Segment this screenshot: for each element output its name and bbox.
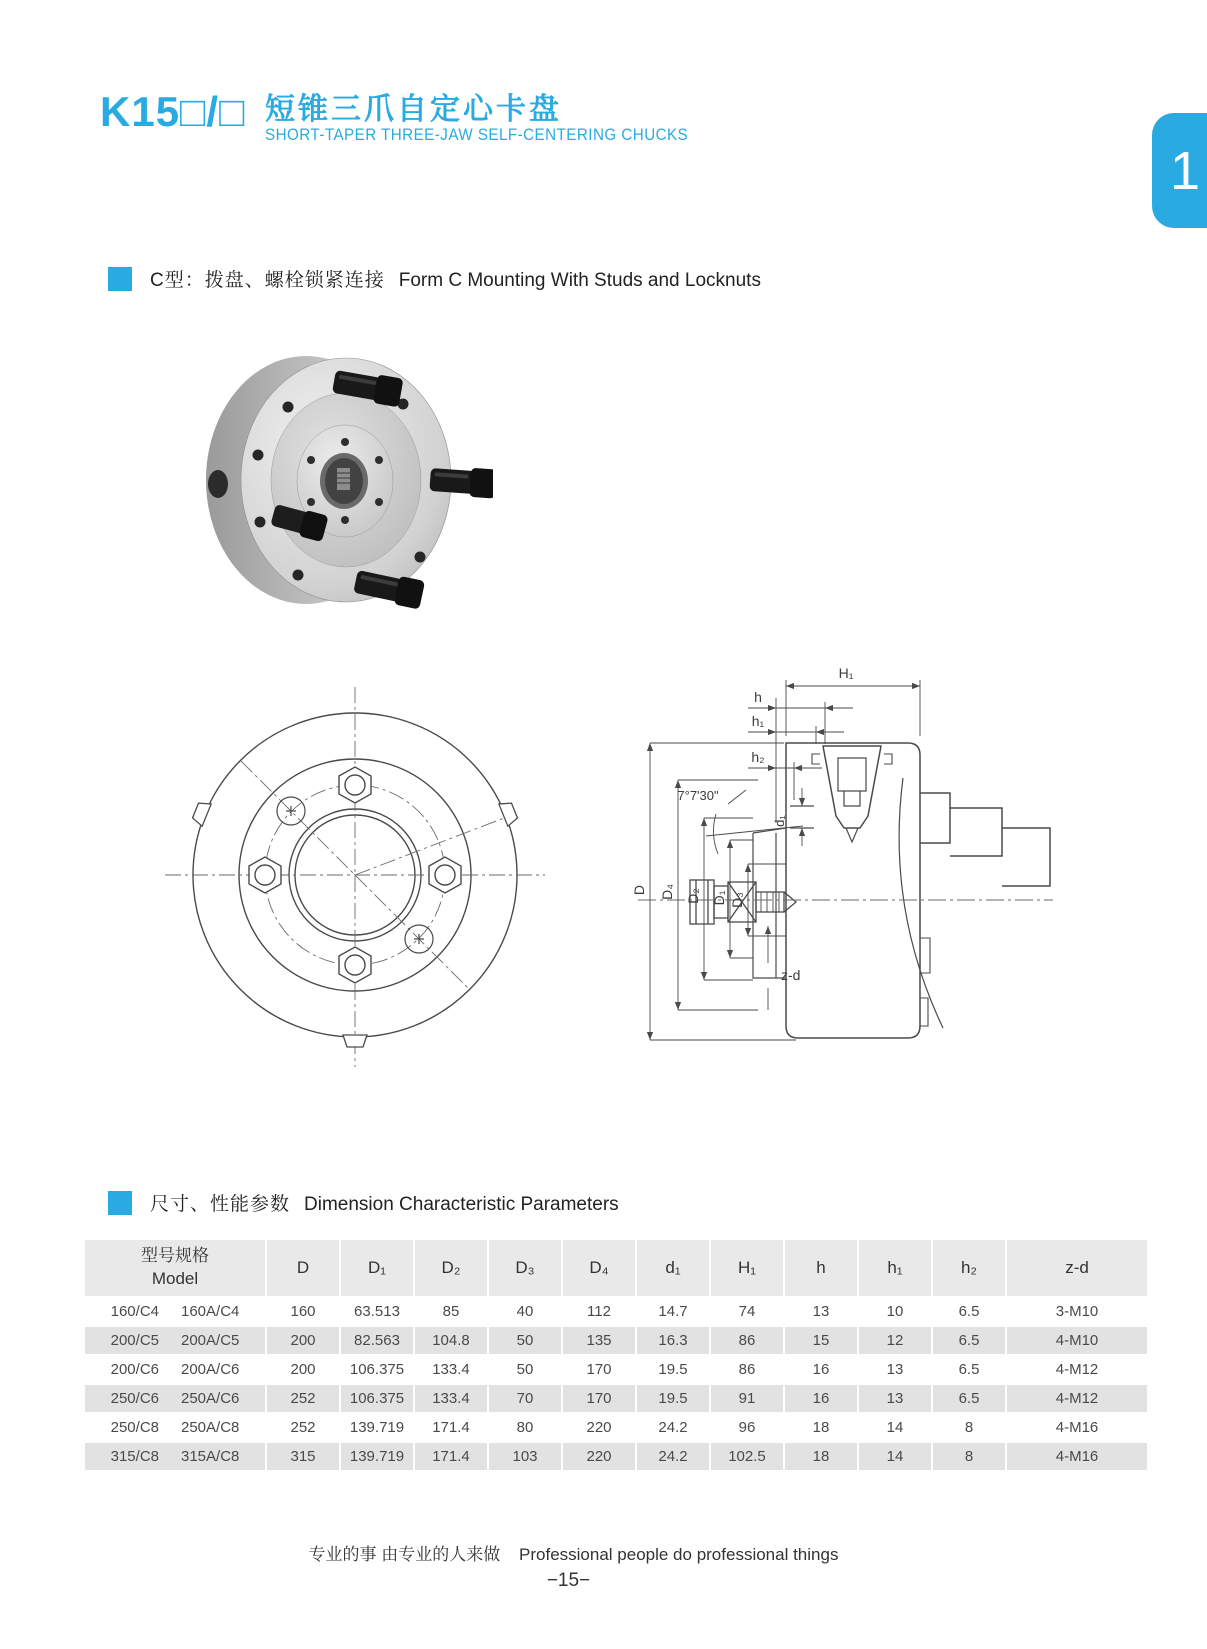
value-cell: 50 xyxy=(489,1327,561,1354)
centerlines xyxy=(165,687,545,1067)
value-cell: 252 xyxy=(267,1414,339,1441)
table-row xyxy=(85,1356,1125,1383)
value-cell: 102.5 xyxy=(711,1443,783,1470)
value-cell: 82.563 xyxy=(341,1327,413,1354)
table-row xyxy=(85,1385,1125,1412)
value-cell: 13 xyxy=(859,1356,931,1383)
value-cell: 18 xyxy=(785,1414,857,1441)
value-cell: 170 xyxy=(563,1385,635,1412)
value-cell: 6.5 xyxy=(933,1385,1005,1412)
value-cell: 24.2 xyxy=(637,1414,709,1441)
value-cell: 18 xyxy=(785,1443,857,1470)
value-cell: 112 xyxy=(563,1298,635,1325)
value-cell: 139.719 xyxy=(341,1414,413,1441)
model-name: 250/C6 xyxy=(110,1390,159,1407)
column-header: D₃ xyxy=(489,1240,561,1296)
value-cell: 16 xyxy=(785,1385,857,1412)
page-number: −15− xyxy=(546,1570,591,1591)
label-D1: D₁ xyxy=(711,890,727,906)
chuck-section-body xyxy=(753,743,1050,1038)
value-cell: 4-M12 xyxy=(1007,1356,1147,1383)
value-cell: 96 xyxy=(711,1414,783,1441)
column-header: H₁ xyxy=(711,1240,783,1296)
value-cell: 86 xyxy=(711,1356,783,1383)
footer-slogan-en: Professional people do professional things xyxy=(519,1545,839,1564)
value-cell: 104.8 xyxy=(415,1327,487,1354)
value-cell: 8 xyxy=(933,1414,1005,1441)
value-cell: 50 xyxy=(489,1356,561,1383)
model-cell xyxy=(85,1298,265,1325)
value-cell: 133.4 xyxy=(415,1385,487,1412)
table-row xyxy=(85,1443,1125,1470)
table-row xyxy=(85,1327,1125,1354)
value-cell: 40 xyxy=(489,1298,561,1325)
table-row xyxy=(85,1414,1125,1441)
section-marker-icon xyxy=(108,1191,132,1215)
value-cell: 135 xyxy=(563,1327,635,1354)
value-cell: 220 xyxy=(563,1443,635,1470)
value-cell: 315 xyxy=(267,1443,339,1470)
value-cell: 91 xyxy=(711,1385,783,1412)
column-header: D₁ xyxy=(341,1240,413,1296)
label-d1: d₁ xyxy=(772,815,787,827)
value-cell: 12 xyxy=(859,1327,931,1354)
product-title-en: SHORT-TAPER THREE-JAW SELF-CENTERING CHUCKS xyxy=(265,126,689,144)
value-cell: 4-M16 xyxy=(1007,1443,1147,1470)
label-zd: z-d xyxy=(781,967,801,983)
column-header: z-d xyxy=(1007,1240,1147,1296)
model-name: 315/C8 xyxy=(110,1448,159,1465)
section-mounting-label-cn: C型：拨盘、螺栓锁紧连接 xyxy=(150,270,385,291)
section-marker-icon xyxy=(108,267,132,291)
value-cell: 6.5 xyxy=(933,1356,1005,1383)
model-header-en: Model xyxy=(151,1269,199,1288)
value-cell: 6.5 xyxy=(933,1298,1005,1325)
column-header: D₄ xyxy=(563,1240,635,1296)
value-cell: 15 xyxy=(785,1327,857,1354)
value-cell: 133.4 xyxy=(415,1356,487,1383)
value-cell: 80 xyxy=(489,1414,561,1441)
label-D: D xyxy=(631,884,647,896)
model-name: 200A/C5 xyxy=(181,1332,240,1349)
value-cell: 13 xyxy=(859,1385,931,1412)
value-cell: 14 xyxy=(859,1443,931,1470)
model-header-cn: 型号规格 xyxy=(141,1246,209,1266)
model-cell xyxy=(85,1414,265,1441)
footer-slogan-cn: 专业的事 由专业的人来做 xyxy=(308,1545,501,1564)
section-mounting-label-en: Form C Mounting With Studs and Locknuts xyxy=(398,270,761,291)
value-cell: 200 xyxy=(267,1327,339,1354)
value-cell: 160 xyxy=(267,1298,339,1325)
value-cell: 252 xyxy=(267,1385,339,1412)
value-cell: 106.375 xyxy=(341,1385,413,1412)
table-body xyxy=(85,1298,1125,1470)
value-cell: 74 xyxy=(711,1298,783,1325)
model-cell xyxy=(85,1327,265,1354)
chapter-tab xyxy=(1152,113,1207,228)
column-header: D xyxy=(267,1240,339,1296)
footer-slogan xyxy=(0,1540,1147,1565)
value-cell: 85 xyxy=(415,1298,487,1325)
model-name: 250/C8 xyxy=(110,1419,159,1436)
value-cell: 4-M12 xyxy=(1007,1385,1147,1412)
model-column-header xyxy=(85,1240,265,1296)
model-name: 250A/C8 xyxy=(181,1419,240,1436)
value-cell: 63.513 xyxy=(341,1298,413,1325)
model-cell xyxy=(85,1356,265,1383)
value-cell: 4-M16 xyxy=(1007,1414,1147,1441)
value-cell: 86 xyxy=(711,1327,783,1354)
value-cell: 10 xyxy=(859,1298,931,1325)
label-D3: D₃ xyxy=(729,892,745,908)
value-cell: 24.2 xyxy=(637,1443,709,1470)
value-cell: 13 xyxy=(785,1298,857,1325)
value-cell: 220 xyxy=(563,1414,635,1441)
section-mounting-header xyxy=(108,265,761,292)
value-cell: 171.4 xyxy=(415,1414,487,1441)
dimension-labels xyxy=(631,665,854,983)
model-name: 160/C4 xyxy=(110,1303,159,1320)
label-H1: H₁ xyxy=(838,665,854,681)
model-name: 200/C6 xyxy=(110,1361,159,1378)
page-title: K15□/□ xyxy=(100,88,246,135)
value-cell: 16 xyxy=(785,1356,857,1383)
value-cell: 4-M10 xyxy=(1007,1327,1147,1354)
model-name: 160A/C4 xyxy=(181,1303,240,1320)
value-cell: 8 xyxy=(933,1443,1005,1470)
chapter-number: 1 xyxy=(1170,140,1201,201)
label-h1: h₁ xyxy=(751,713,765,729)
model-cell xyxy=(85,1443,265,1470)
label-h: h xyxy=(754,689,762,705)
product-title-cn: 短锥三爪自定心卡盘 xyxy=(265,93,562,126)
model-name: 250A/C6 xyxy=(181,1390,240,1407)
model-cell xyxy=(85,1385,265,1412)
cross-section-drawing xyxy=(598,628,1063,1053)
value-cell: 200 xyxy=(267,1356,339,1383)
value-cell: 139.719 xyxy=(341,1443,413,1470)
table-header-row xyxy=(85,1240,1125,1296)
value-cell: 70 xyxy=(489,1385,561,1412)
label-angle: 7°7'30" xyxy=(677,788,719,803)
value-cell: 14.7 xyxy=(637,1298,709,1325)
value-cell: 106.375 xyxy=(341,1356,413,1383)
label-h2: h₂ xyxy=(751,749,765,765)
column-header: D₂ xyxy=(415,1240,487,1296)
dimension-table xyxy=(85,1240,1125,1472)
side-hole xyxy=(208,470,228,498)
label-D2: D₂ xyxy=(685,888,701,904)
value-cell: 19.5 xyxy=(637,1385,709,1412)
center-stud xyxy=(337,468,350,490)
section-dimensions-label-en: Dimension Characteristic Parameters xyxy=(304,1194,619,1215)
value-cell: 19.5 xyxy=(637,1356,709,1383)
value-cell: 6.5 xyxy=(933,1327,1005,1354)
value-cell: 171.4 xyxy=(415,1443,487,1470)
value-cell: 103 xyxy=(489,1443,561,1470)
model-name: 315A/C8 xyxy=(181,1448,240,1465)
column-header: d₁ xyxy=(637,1240,709,1296)
label-D4: D₄ xyxy=(659,884,675,900)
dimension-lines xyxy=(650,680,920,1040)
value-cell: 16.3 xyxy=(637,1327,709,1354)
table-row xyxy=(85,1298,1125,1325)
value-cell: 170 xyxy=(563,1356,635,1383)
column-header: h₂ xyxy=(933,1240,1005,1296)
chuck-photo xyxy=(188,332,493,627)
front-view-drawing xyxy=(140,675,570,1080)
value-cell: 3-M10 xyxy=(1007,1298,1147,1325)
column-header: h₁ xyxy=(859,1240,931,1296)
section-dimensions-header xyxy=(108,1189,619,1216)
column-header: h xyxy=(785,1240,857,1296)
value-cell: 14 xyxy=(859,1414,931,1441)
model-name: 200A/C6 xyxy=(181,1361,240,1378)
model-name: 200/C5 xyxy=(110,1332,159,1349)
section-dimensions-label-cn: 尺寸、性能参数 xyxy=(150,1194,291,1215)
